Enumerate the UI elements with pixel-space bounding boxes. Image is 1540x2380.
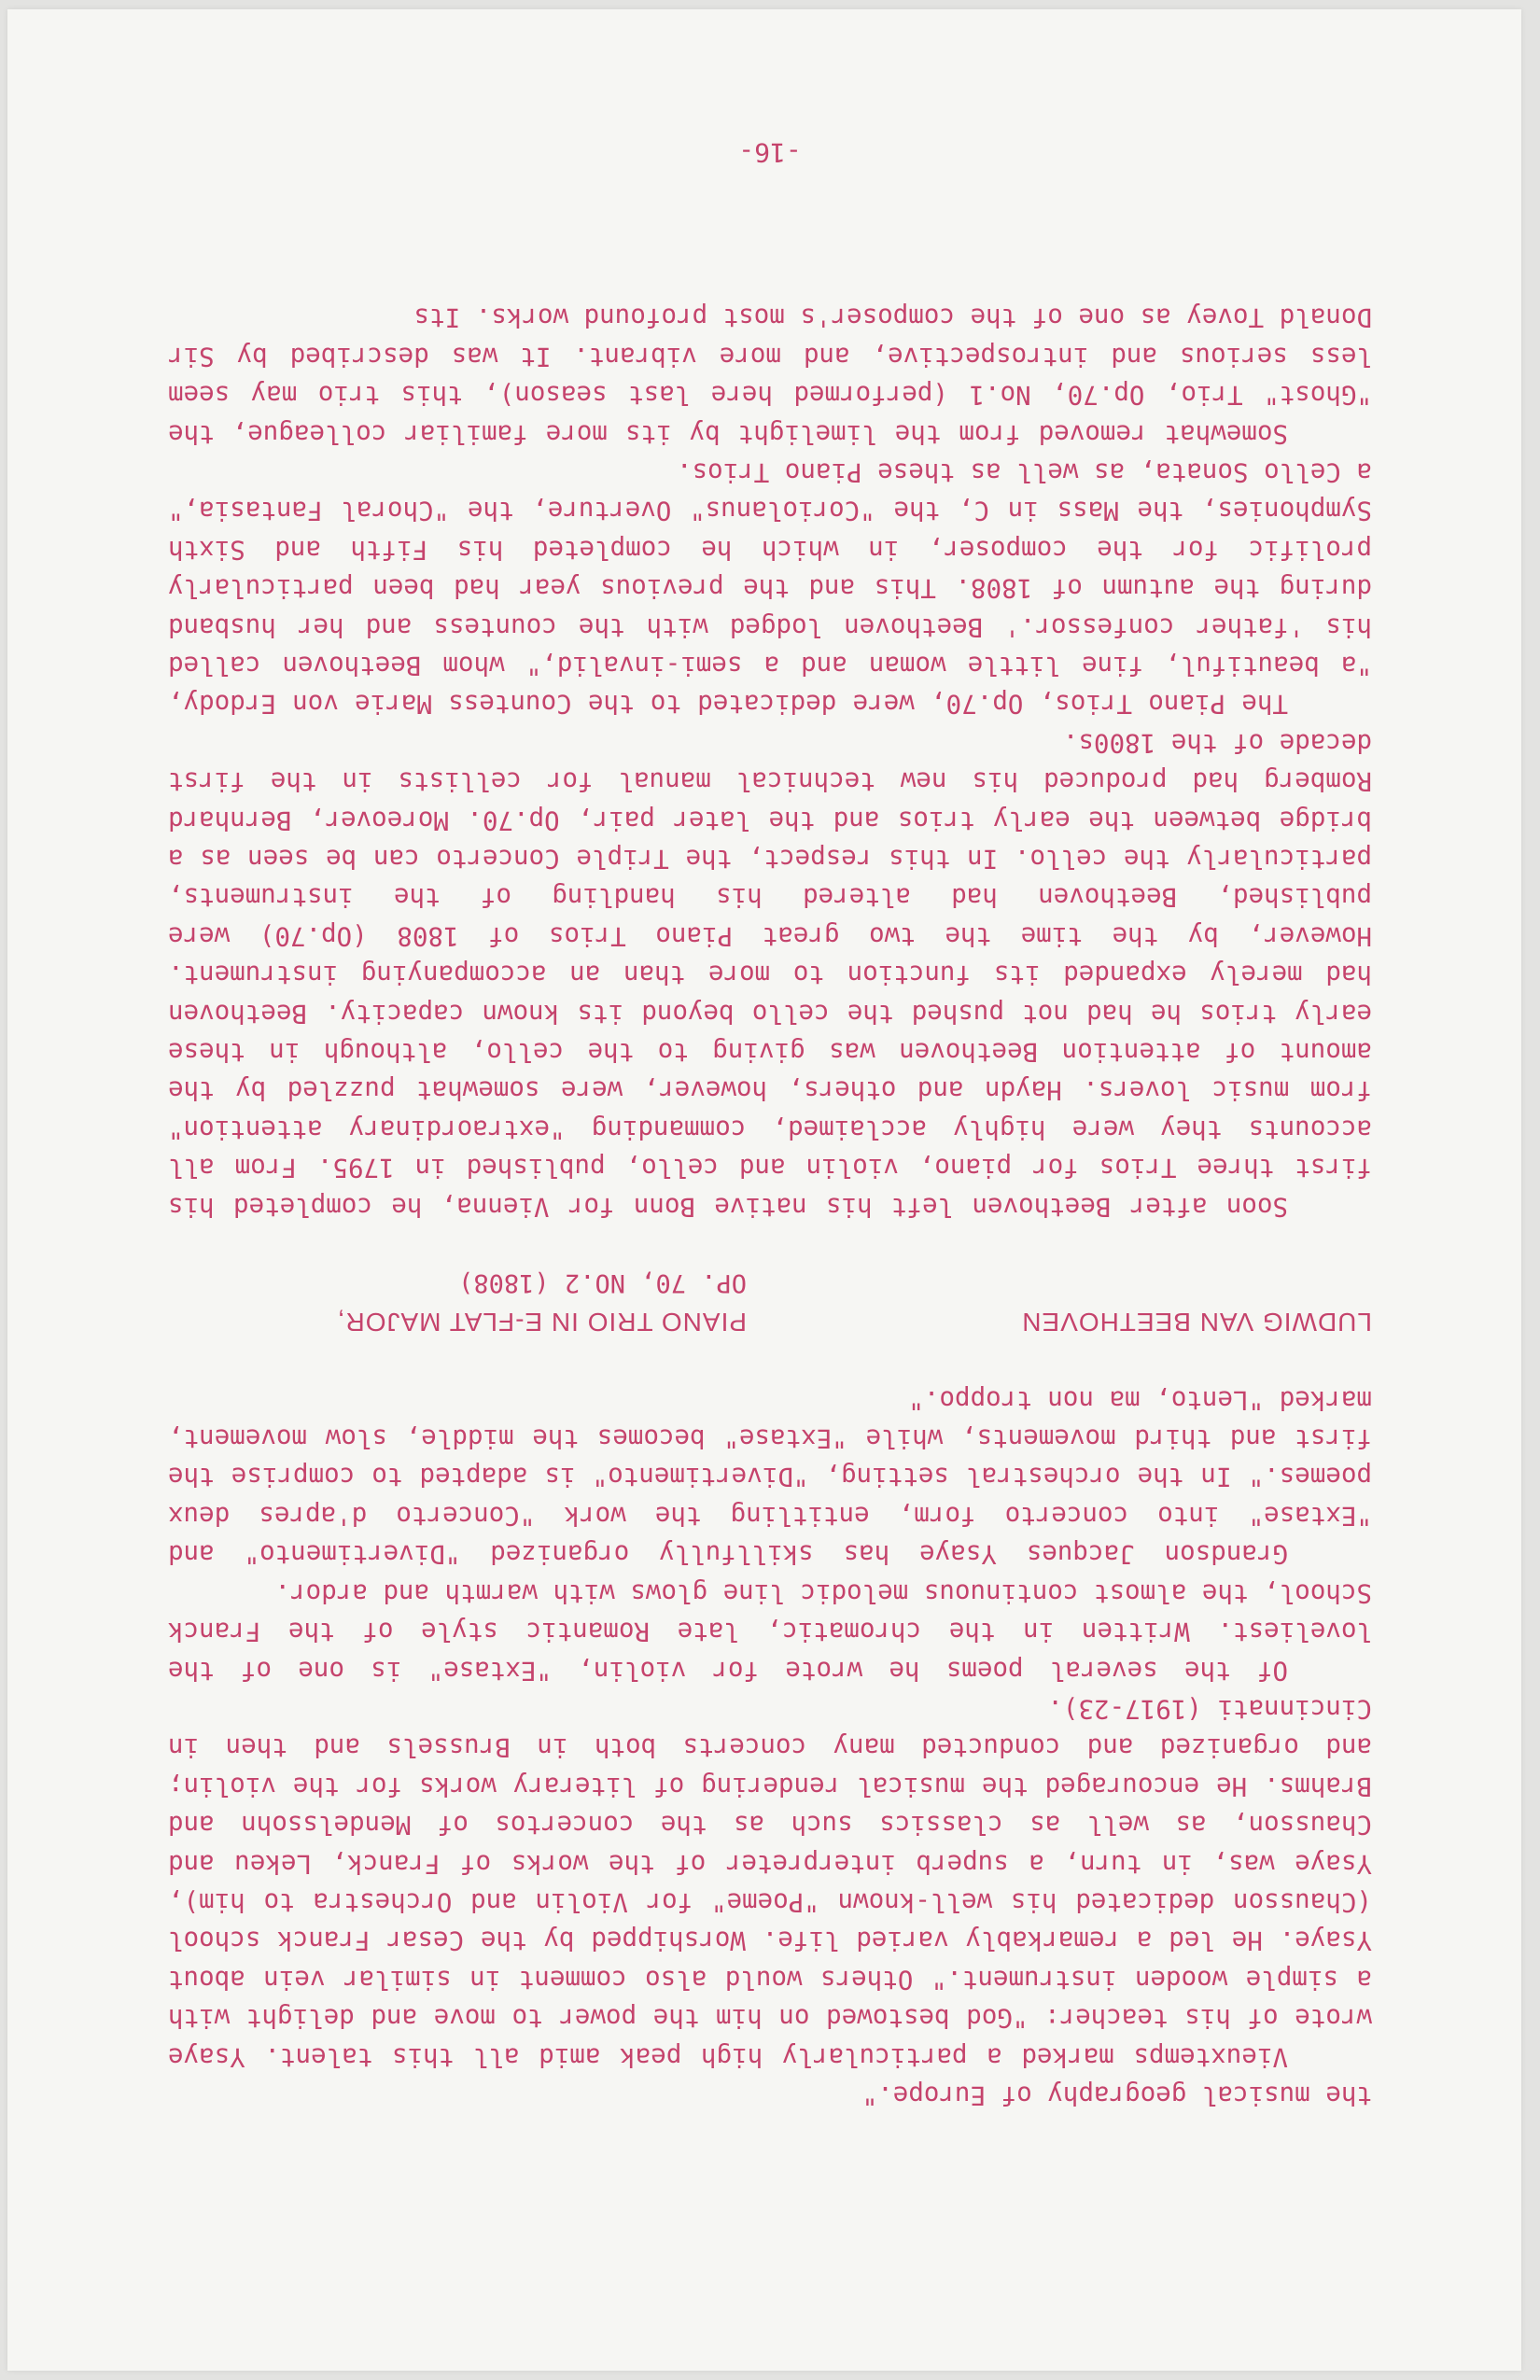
- page-body: [168, 298, 1372, 2114]
- section-spacer: [168, 1341, 1372, 1379]
- section-spacer: [168, 1225, 1372, 1264]
- ysaye-paragraph-1: Vieuxtemps marked a particularly high peak amid all this talent. Ysaye wrote of his teacher: "God bestowed on him the power to move and delight with a simple wooden instrument." Others would also comment in similar vein about Ysaye. He led a remarkably varied life. Worshipped by the Cesar Franck school (Chausson dedicated his well-known "Poeme" for Violin and Orchestra to him), Ysaye was, in turn, a superb interpreter of the works of Franck, Lekeu and Chausson, as well as classics such as the concertos of Mendelssohn and Brahms. He encouraged the musical rendering of literary works for the violin; and organized and conducted many concerts both in Brussels and then in Cincinnati (1917-23).: [168, 1693, 1372, 2072]
- page-number: -16-: [738, 137, 802, 168]
- beethoven-paragraph-3: Somewhat removed from the limelight by its more familiar colleague, the "Ghost" Trio, Op.70, No.1 (performed here last season), this trio may seem less serious and introspective, and more vibrant. It was described by Sir Donald Tovey as one of the composer's most profound works. Its: [168, 302, 1372, 449]
- beethoven-paragraph-1: Soon after Beethoven left his native Bonn for Vienna, he completed his first three Trios for piano, violin and cello, published in 1795. From all accounts they were highly acclaimed, commanding "extraordinary attention" from music lovers. Haydn and others, however, were somewhat puzzled by the amount of attention Beethoven was giving to the cello, although in these early trios he had not pushed the cello beyond its known capacity. Beethoven had merely expanded its function to more than an accompanying instrument. However, by the time the two great Piano Trios of 1808 (Op.70) were published, Beethoven had altered his handling of the instruments, particularly the cello. In this respect, the Triple Concerto can be seen as a bridge between the early trios and the later pair, Op.70. Moreover, Bernhard Romberg had produced his new technical manual for cellists in the first decade of the 1800s.: [168, 727, 1372, 1222]
- ysaye-paragraph-3: Grandson Jacques Ysaye has skillfully organized "Divertimento" and "Extase" into concerto form, entitling the work "Concerto d'apres deux poemes." In the orchestral setting, "Divertimento" is adapted to comprise the first and third movements, while "Extase" becomes the middle, slow movement, marked "Lento, ma non troppo.": [168, 1384, 1372, 1570]
- section-heading: [168, 1264, 1372, 1341]
- ysaye-paragraph-2: Of the several poems he wrote for violin, "Extase" is one of the loveliest. Written in the chromatic, late Romantic style of the Franck School, the almost continuous melodic line glows with warmth and ardor.: [168, 1577, 1372, 1686]
- composer-name: LUDWIG VAN BEETHOVEN: [1021, 1307, 1372, 1337]
- work-opus: OP. 70, NO.2 (1808): [458, 1268, 747, 1298]
- beethoven-paragraph-2: The Piano Trios, Op.70, were dedicated to the Countess Marie von Erdody, "a beautiful, fine little woman and a semi-invalid," whom Beethoven called his 'father confessor.' Beethoven lodged with the countess and her husband during the autumn of 1808. This and the previous year had been particularly prolific for the composer, in which he completed his Fifth and Sixth Symphonies, the Mass in C, the "Coriolanus" Overture, the "Choral Fantasia," a Cello Sonata, as well as these Piano Trios.: [168, 456, 1372, 720]
- continued-line: the musical geography of Europe.": [861, 2080, 1372, 2110]
- work-title: PIANO TRIO IN E-FLAT MAJOR,: [336, 1307, 747, 1337]
